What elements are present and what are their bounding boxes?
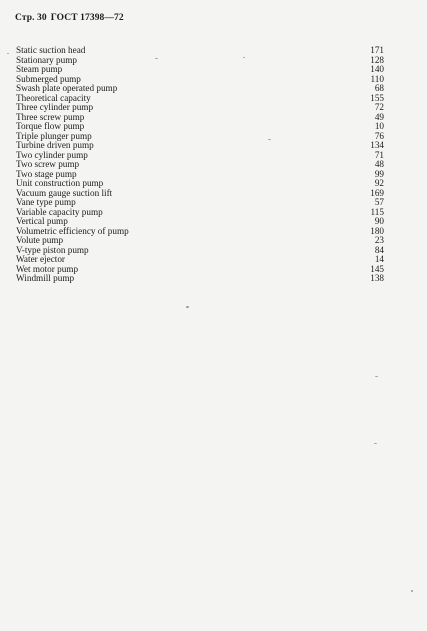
scan-speck (186, 306, 189, 308)
index-term: Three screw pump (16, 111, 85, 122)
index-page-number: 92 (374, 178, 384, 188)
index-page-number: 128 (370, 54, 384, 65)
scan-speck (268, 139, 271, 140)
index-term: Unit construction pump (16, 178, 104, 188)
index-page-number: 76 (374, 130, 384, 141)
index-term: Stationary pump (16, 54, 77, 65)
scan-speck (375, 376, 378, 377)
index-term: Steam pump (16, 64, 63, 74)
scan-speck (411, 590, 413, 592)
index-term: Wet motor pump (16, 263, 79, 274)
index-term: Vane type pump (16, 197, 76, 207)
index-page-number: 134 (370, 140, 384, 150)
index-page-number: 84 (374, 244, 384, 255)
index-term: Turbine driven pump (16, 140, 94, 150)
index-page-number: 10 (374, 121, 384, 131)
term-index (16, 46, 384, 284)
index-page-number: 145 (370, 263, 384, 274)
index-term: Vacuum gauge suction lift (16, 187, 113, 198)
index-page-number: 110 (370, 73, 384, 84)
index-page-number: 155 (370, 92, 384, 103)
index-page-number: 99 (374, 168, 384, 179)
index-page-number: 48 (374, 159, 384, 169)
index-page-number: 68 (374, 83, 384, 93)
index-term: Two screw pump (16, 159, 80, 169)
index-page-number: 171 (370, 45, 384, 55)
standard-number: ГОСТ 17398—72 (50, 13, 124, 23)
index-entry (16, 246, 384, 256)
page-header (15, 13, 124, 23)
scan-speck (243, 57, 245, 58)
index-entry (16, 227, 384, 237)
index-term: Vertical pump (16, 216, 68, 226)
index-entry (16, 56, 384, 66)
index-page-number: 115 (370, 206, 384, 217)
index-page-number: 23 (374, 235, 384, 245)
index-page-number: 90 (374, 216, 384, 226)
index-term: Theoretical capacity (16, 92, 91, 103)
index-entry (16, 208, 384, 218)
index-page-number: 169 (370, 187, 384, 198)
index-page-number: 72 (374, 102, 384, 112)
index-page-number: 14 (374, 254, 384, 264)
index-term: Windmill pump (16, 273, 75, 283)
index-term: Volumetric efficiency of pump (16, 225, 129, 236)
index-page-number: 49 (374, 111, 384, 122)
scan-speck (374, 443, 377, 444)
index-term: Water ejector (16, 254, 65, 264)
scan-speck (7, 53, 9, 54)
index-term: Two stage pump (16, 168, 77, 179)
index-page-number: 57 (374, 197, 384, 207)
index-term: V-type piston pump (16, 244, 89, 255)
scan-speck (155, 58, 158, 59)
index-page-number: 140 (370, 64, 384, 74)
index-term: Triple plunger pump (16, 130, 92, 141)
index-entry (16, 274, 384, 284)
index-term: Torque flow pump (16, 121, 85, 131)
index-page-number: 180 (370, 225, 384, 236)
index-term: Volute pump (16, 235, 64, 245)
index-term: Static suction head (16, 45, 86, 55)
index-term: Variable capacity pump (16, 206, 103, 217)
index-page-number: 71 (374, 149, 384, 160)
page-label: Стр. 30 (15, 13, 47, 23)
index-term: Three cylinder pump (16, 102, 94, 112)
index-page-number: 138 (370, 273, 384, 283)
index-term: Submerged pump (16, 73, 81, 84)
index-term: Swash plate operated pump (16, 83, 118, 93)
index-term: Two cylinder pump (16, 149, 88, 160)
